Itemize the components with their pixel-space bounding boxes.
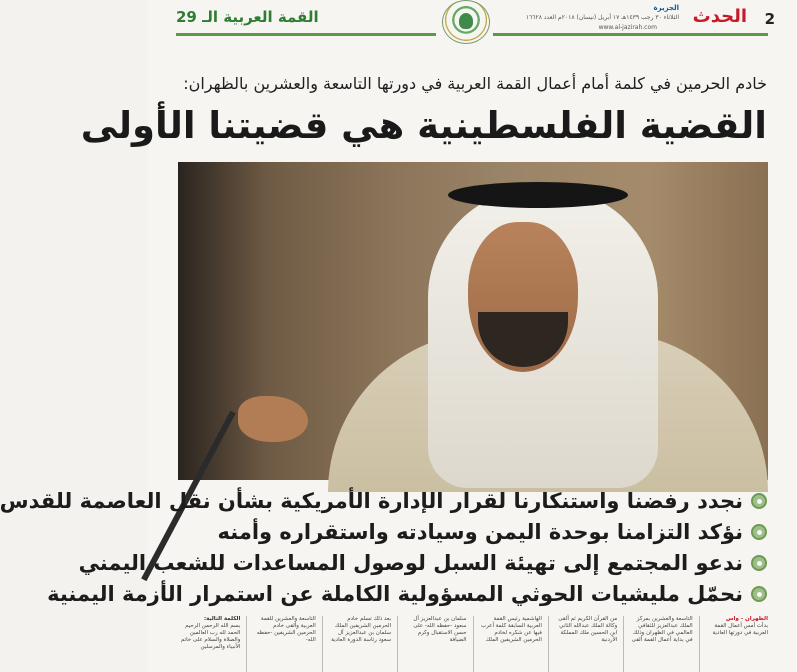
arab-league-emblem-icon (442, 0, 490, 44)
masthead (148, 0, 797, 42)
text-column (178, 616, 240, 672)
highlight-item (0, 485, 767, 516)
column-text: الهاشمية رئيس القمة العربية السابقة كلمة أعرب فيها عن شكره لخادم الحرمين الشريفين الملك (480, 616, 542, 643)
text-column (706, 616, 768, 672)
column-divider (473, 616, 474, 672)
photo-hand (238, 396, 308, 442)
highlight-text: نجدد رفضنا واستنكارنا لقرار الإدارة الأمريكية بشأن نقل العاصمة للقدس (0, 488, 743, 513)
column-text: التاسعة والعشرين للقمة العربية وألقى خادم الحرمين الشريفين -حفظه الله- (256, 616, 316, 643)
column-text: بسم الله الرحمن الرحيم الحمد لله رب العالمين والصلاة والسلام على خاتم الأنبياء والمرسلين (180, 623, 241, 650)
highlight-item (177, 516, 767, 547)
column-divider (322, 616, 323, 672)
page-number: 2 (764, 10, 775, 28)
column-divider (548, 616, 549, 672)
column-text: بعد ذلك تسلم خادم الحرمين الشريفين الملك سلمان بن عبدالعزيز آل سعود رئاسة الدورة العادية (331, 616, 392, 643)
column-text: سلمان بن عبدالعزيز آل سعود -حفظه الله- على حسن الاستقبال وكرم الضيافة (413, 616, 467, 643)
text-column (404, 616, 466, 672)
column-divider (246, 616, 247, 672)
body-columns (178, 616, 768, 672)
column-divider (623, 616, 624, 672)
text-column (253, 616, 315, 672)
text-column (480, 616, 542, 672)
column-divider (397, 616, 398, 672)
newspaper-name: الجزيرة (653, 4, 679, 12)
section-title: الحدث (692, 6, 747, 27)
header-divider-right (493, 33, 768, 36)
date-line: الثلاثاء ٣٠ رجب ١٤٣٩هـ ١٧ أبريل (نيسان) ٢٠١٨م العدد ١٦٦٢٨ (525, 14, 679, 21)
column-text: التاسعة والعشرين بمركز الملك عبدالعزيز للثقافي العالمي في الظهران وذلك في بداية أعمال القمة ألقى (631, 616, 693, 643)
highlight-text: نحمّل مليشيات الحوثي المسؤولية الكاملة عن استمرار الأزمة اليمنية (47, 581, 743, 606)
column-divider (699, 616, 700, 672)
highlight-item (78, 547, 767, 578)
text-column (329, 616, 391, 672)
bullet-circle-icon (751, 524, 767, 540)
column-lead: الكلمة التالية: (203, 616, 241, 622)
bullet-circle-icon (751, 586, 767, 602)
header-divider-left (176, 33, 436, 36)
article-kicker: خادم الحرمين في كلمة أمام أعمال القمة العربية في دورتها التاسعة والعشرين بالظهران: (183, 74, 767, 93)
text-column (630, 616, 692, 672)
bullet-circle-icon (751, 493, 767, 509)
highlight-text: نؤكد التزامنا بوحدة اليمن وسيادته واستقراره وأمنه (217, 519, 743, 544)
column-text: بدأت أمس أعمال القمة العربية في دورتها العادية (712, 623, 768, 636)
highlight-text: ندعو المجتمع إلى تهيئة السبل لوصول المساعدات للشعب اليمني (78, 550, 743, 575)
column-lead: الظهران - واس (726, 616, 768, 622)
column-text: من القرآن الكريم ثم ألقى وكالة الملك عبدالله الثاني ابن الحسين ملك المملكة الأردنية (558, 616, 618, 643)
highlight-item (47, 578, 767, 609)
emblem-center-icon (459, 13, 473, 29)
photo-igal (448, 182, 628, 208)
website-url: www.al-jazirah.com (598, 24, 657, 31)
summit-title: القمة العربية الـ 29 (176, 8, 319, 26)
highlights-list (0, 485, 767, 609)
bullet-circle-icon (751, 555, 767, 571)
text-column (555, 616, 617, 672)
article-headline: القضية الفلسطينية هي قضيتنا الأولى (80, 104, 767, 147)
article-photo (178, 162, 768, 480)
